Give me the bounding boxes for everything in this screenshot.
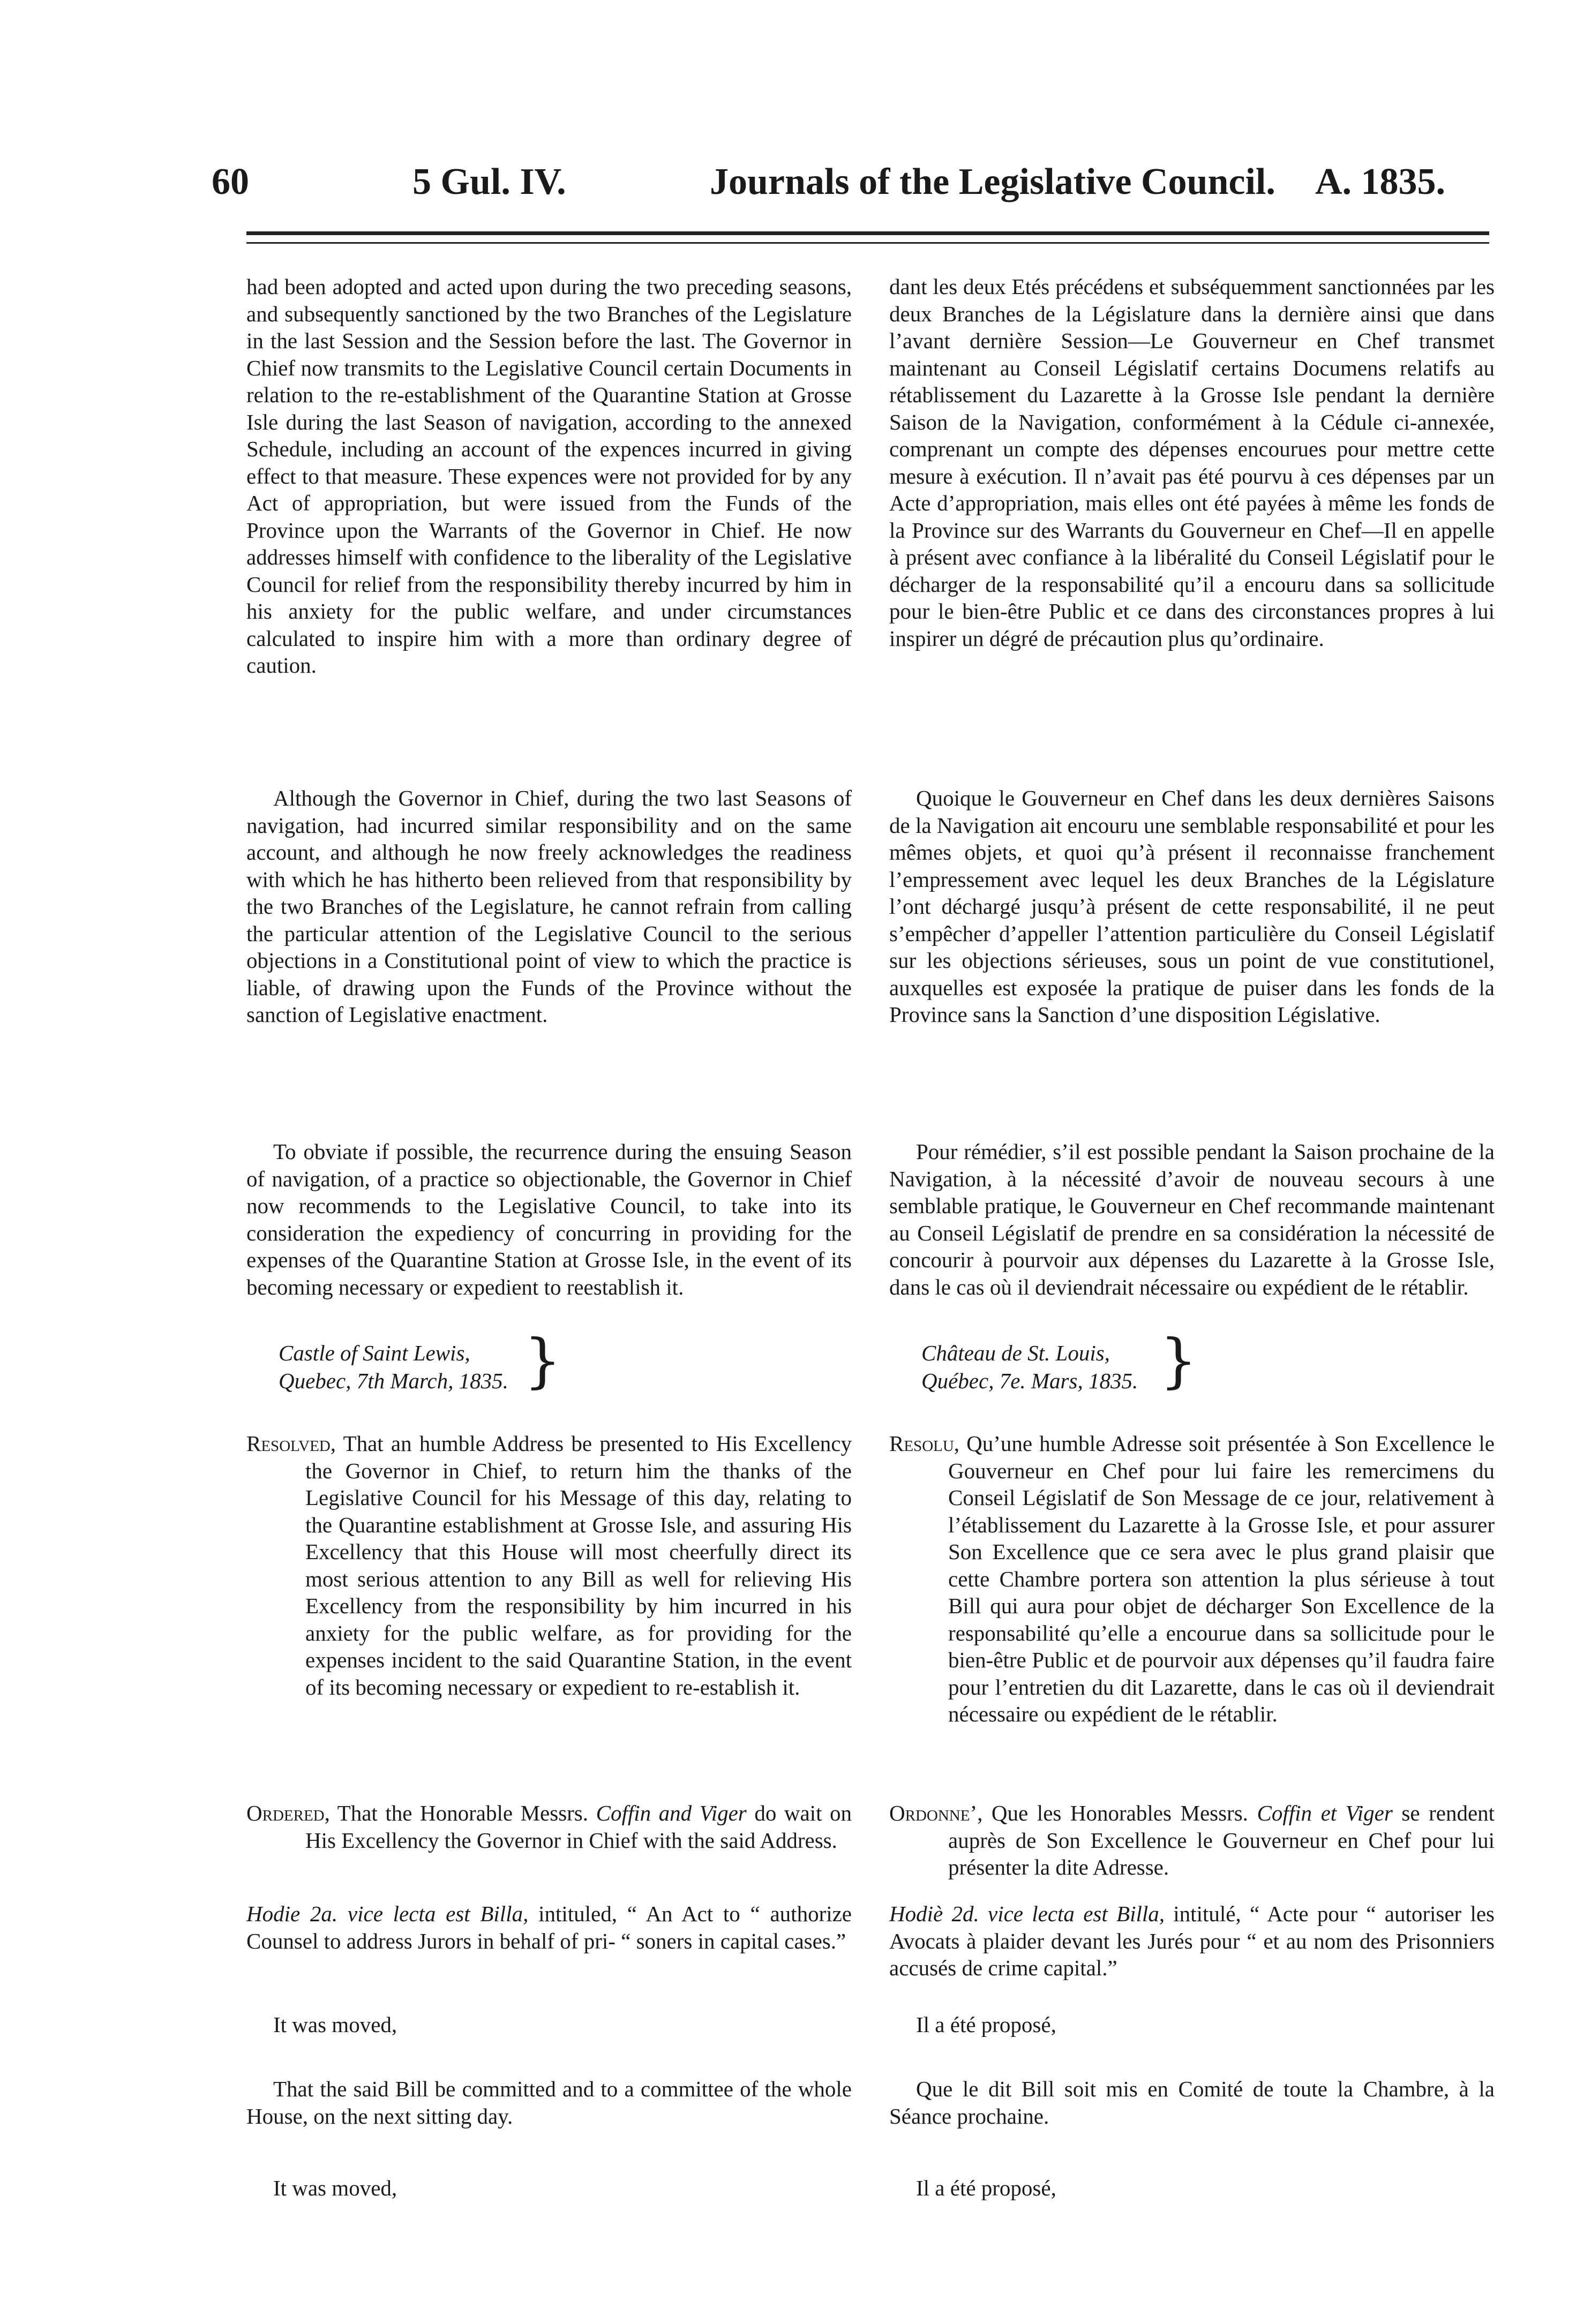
fr-resolved-body: Qu’une humble Adresse soit présentée à Son Excellence le Gouverneur en Chef pour lui faire les remercimens du Conseil Législatif de Son Message de ce jour, relativement à l’établissement du Lazarette à la Grosse Isle, et pour assurer Son Excellence que ce sera avec le plus grand plaisir que cette Chambre portera son attention la plus sérieuse à tout Bill qui aura pour objet de décharger Son Excellence de la responsabilité qu’elle a encourue dans sa sollicitude pour le bien-être Public et de pourvoir aux dépenses qu’il faudra faire pour l’entretien du dit Lazarette, dans le cas où il deviendrait nécessaire ou expédient de le rétablir. bbox=[948, 1431, 1495, 1726]
en-hodie-text bbox=[246, 1900, 852, 1954]
fr-paragraph-2 bbox=[889, 785, 1495, 1028]
en-signature-place bbox=[279, 1339, 508, 1395]
en-ordered-names: Coffin and Viger bbox=[596, 1801, 747, 1825]
page-header bbox=[212, 161, 1497, 225]
en-resolved-label: Resolved, bbox=[246, 1431, 336, 1456]
fr-ordered-label: Ordonne’, bbox=[889, 1801, 983, 1825]
en-hodie bbox=[246, 1900, 852, 1954]
header-rule-thick bbox=[246, 231, 1489, 235]
fr-signature-place bbox=[921, 1339, 1138, 1395]
fr-ordered bbox=[889, 1800, 1495, 1881]
fr-ordered-body-b: se rendent auprès de Son Excellence le Gouverneur en Chef pour lui présenter la dite Adresse. bbox=[948, 1801, 1495, 1879]
fr-resolved-label: Resolu, bbox=[889, 1431, 960, 1456]
en-paragraph-2 bbox=[246, 785, 852, 1028]
en-motion bbox=[246, 2075, 852, 2130]
fr-sig-line1: Château de St. Louis, bbox=[921, 1341, 1110, 1365]
fr-resolved bbox=[889, 1430, 1495, 1728]
fr-motion-text: Que le dit Bill soit mis en Comité de toute la Chambre, à la Séance prochaine. bbox=[889, 2077, 1495, 2129]
en-resolved-body: That an humble Address be presented to His Excellency the Governor in Chief, to return him the thanks of the Legislative Council for his Message of this day, relating to the Quarantine establishment at Grosse Isle, and assuring His Excellency that this House will most cheerfully direct its most serious attention to any Bill as well for relieving His Excellency from the responsibility by him incurred in his anxiety for the public welfare, as for providing for the expenses incident to the said Quarantine Station, in the event of its becoming necessary or expedient to re-establish it. bbox=[305, 1431, 852, 1699]
en-moved1-text: It was moved, bbox=[273, 2012, 397, 2037]
fr-para2-text: Quoique le Gouverneur en Chef dans les deux dernières Saisons de la Navigation ait encouru une semblable responsabilité et pour les mêmes objets, et quoi qu’à présent il reconnaisse franchement l’empressement avec lequel les deux Branches de la Législature l’ont déchargé jusqu’à présent de cette responsabilité, il ne peut s’empêcher d’appeller l’attention particulière du Conseil Législatif sur les objections sérieuses, sous un point de vue constitutionel, auxquelles est exposée la pratique de puiser dans les fonds de la Province sans la Sanction d’une disposition Législative. bbox=[889, 786, 1495, 1027]
en-motion-text: That the said Bill be committed and to a committee of the whole House, on the next sitting day. bbox=[246, 2077, 852, 2129]
fr-signature-brace: } bbox=[1160, 1326, 1197, 1395]
en-ordered bbox=[246, 1800, 852, 1854]
fr-motion bbox=[889, 2075, 1495, 2130]
header-rule-thin bbox=[246, 242, 1489, 244]
fr-ordered-body-a: Que les Honorables Messrs. bbox=[991, 1801, 1248, 1825]
en-ordered-text bbox=[246, 1800, 852, 1854]
fr-paragraph-1 bbox=[889, 273, 1495, 652]
fr-sig-line2: Québec, 7e. Mars, 1835. bbox=[921, 1368, 1138, 1393]
en-paragraph-3 bbox=[246, 1138, 852, 1300]
en-hodie-title: intituled, “ An Act to “ authorize Counsel to address Jurors in behalf of pri- “ soners in capital cases.” bbox=[246, 1901, 852, 1953]
fr-moved-2 bbox=[889, 2175, 1495, 2202]
fr-hodie-title: intitulé, “ Acte pour “ autoriser les Avocats à plaider devant les Jurés pour “ et au nom des Prisonniers accusés de crime capital.” bbox=[889, 1901, 1495, 1980]
en-ordered-body-b: do wait on His Excellency the Governor in Chief with the said Address. bbox=[305, 1801, 852, 1853]
en-moved-2 bbox=[246, 2175, 852, 2202]
year: A. 1835. bbox=[1315, 161, 1446, 202]
fr-paragraph-3 bbox=[889, 1138, 1495, 1300]
fr-para3-text: Pour rémédier, s’il est possible pendant la Saison prochaine de la Navigation, à la nécessité d’avoir de nouveau secours à une semblable pratique, le Gouverneur en Chef recommande maintenant au Conseil Législatif de prendre en sa considération la nécessité de concourir à pourvoir aux dépenses du Lazarette à la Grosse Isle, dans le cas où il deviendrait nécessaire ou expédient de le rétablir. bbox=[889, 1139, 1495, 1299]
fr-hodie-text bbox=[889, 1900, 1495, 1982]
journal-title: Journals of the Legislative Council. bbox=[710, 161, 1275, 202]
en-ordered-label: Ordered, bbox=[246, 1801, 330, 1825]
en-resolved-text bbox=[246, 1430, 852, 1701]
en-moved-1 bbox=[246, 2011, 852, 2039]
fr-moved2-text: Il a été proposé, bbox=[916, 2176, 1056, 2200]
fr-moved1-text: Il a été proposé, bbox=[916, 2012, 1056, 2037]
en-signature-brace: } bbox=[524, 1326, 561, 1395]
regnal-year: 5 Gul. IV. bbox=[412, 161, 566, 202]
en-ordered-body-a: That the Honorable Messrs. bbox=[337, 1801, 589, 1825]
en-sig-line1: Castle of Saint Lewis, bbox=[279, 1341, 470, 1365]
en-hodie-latin: Hodie 2a. vice lecta est Billa, bbox=[246, 1901, 529, 1926]
fr-para1-text: dant les deux Etés précédens et subséquemment sanctionnées par les deux Branches de la Législature dans la dernière ainsi que dans l’avant dernière Session—Le Gouverneur en Chef transmet maintenant au Conseil Législatif certains Documens relatifs au rétablissement du Lazarette à la Grosse Isle pendant la dernière Saison de la Navigation, conformément à la Cédule ci-annexée, comprenant un compte des dépenses encourues pour mettre cette mesure à exécution. Il n’avait pas été pourvu à ces dépenses par un Acte d’appropriation, mais elles ont été payées à même les fonds de la Province sur des Warrants du Gouverneur en Chef—Il en appelle à présent avec confiance à la libéralité du Conseil Législatif pour le décharger de la responsabilité qu’il a encouru dans sa sollicitude pour le bien-être Public et ce dans des circonstances propres à lui inspirer un dégré de précaution plus qu’ordinaire. bbox=[889, 274, 1495, 651]
en-para1-text: had been adopted and acted upon during the two preceding seasons, and subsequently sanctioned by the two Branches of the Legislature in the last Session and the Session before the last. The Governor in Chief now transmits to the Legislative Council certain Documents in relation to the re-establishment of the Quarantine Station at Grosse Isle during the last Season of navigation, according to the annexed Schedule, including an account of the expences incurred in giving effect to that measure. These expences were not provided for by any Act of appropriation, but were issued from the Funds of the Province upon the Warrants of the Governor in Chief. He now addresses himself with confidence to the liberality of the Legislative Council for relief from the responsibility thereby incurred by him in his anxiety for the public welfare, and under circumstances calculated to inspire him with a more than ordinary degree of caution. bbox=[246, 274, 852, 678]
en-resolved bbox=[246, 1430, 852, 1701]
en-moved2-text: It was moved, bbox=[273, 2176, 397, 2200]
fr-moved-1 bbox=[889, 2011, 1495, 2039]
fr-hodie bbox=[889, 1900, 1495, 1982]
fr-resolved-text bbox=[889, 1430, 1495, 1728]
en-sig-line2: Quebec, 7th March, 1835. bbox=[279, 1368, 508, 1393]
fr-ordered-text bbox=[889, 1800, 1495, 1881]
fr-hodie-latin: Hodiè 2d. vice lecta est Billa, bbox=[889, 1901, 1165, 1926]
fr-ordered-names: Coffin et Viger bbox=[1257, 1801, 1393, 1825]
en-para3-text: To obviate if possible, the recurrence during the ensuing Season of navigation, of a practice so objectionable, the Governor in Chief now recommends to the Legislative Council, to take into its consideration the expediency of concurring in providing for the expenses of the Quarantine Station at Grosse Isle, in the event of its becoming necessary or expedient to reestablish it. bbox=[246, 1139, 852, 1299]
en-paragraph-1 bbox=[246, 273, 852, 679]
en-para2-text: Although the Governor in Chief, during the two last Seasons of navigation, had incurred similar responsibility and on the same account, and although he now freely acknowledges the readiness with which he has hitherto been relieved from that responsibility by the two Branches of the Legislature, he cannot refrain from calling the particular attention of the Legislative Council to the serious objections in a Constitutional point of view to which the practice is liable, of drawing upon the Funds of the Province without the sanction of Legislative enactment. bbox=[246, 786, 852, 1027]
page-number: 60 bbox=[212, 161, 249, 202]
